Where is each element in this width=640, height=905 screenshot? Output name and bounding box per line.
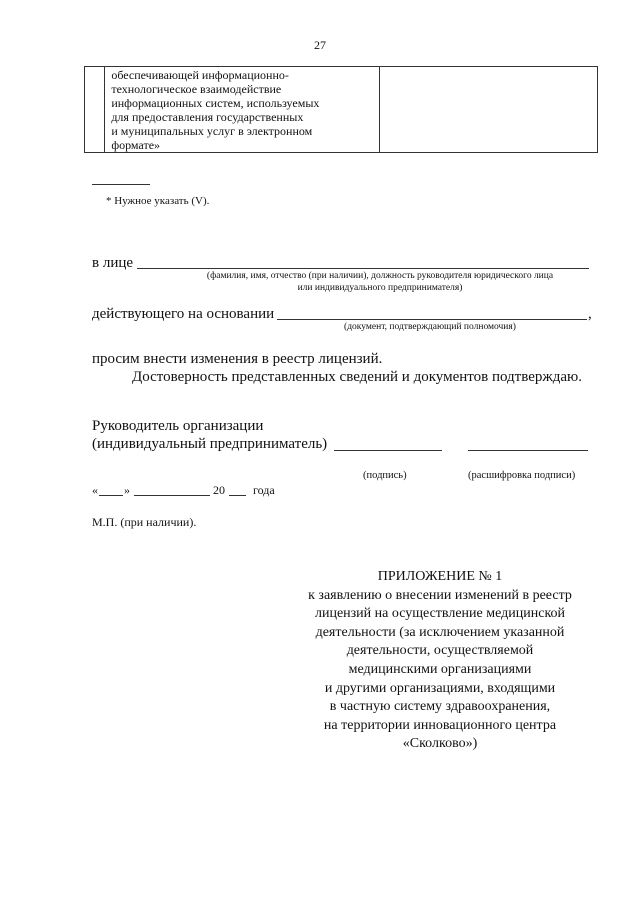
table-cell-mark — [380, 67, 598, 153]
basis-caption: (документ, подтверждающий полномочия) — [344, 322, 516, 332]
table-text-line: информационных систем, используемых — [111, 96, 320, 110]
appendix-line: деятельности (за исключением указанной — [315, 624, 565, 640]
footnote: * Нужное указать (V). — [106, 195, 210, 207]
representative-caption-1: (фамилия, имя, отчество (при наличии), должность руководителя юридического лица — [206, 271, 554, 281]
request-text: просим внести изменения в реестр лицензий. — [92, 351, 383, 367]
form-table — [84, 66, 598, 153]
stamp-note: М.П. (при наличии). — [92, 515, 197, 529]
date-close-quote: » — [124, 483, 130, 497]
date-year-field[interactable] — [229, 482, 246, 496]
date-open-quote: « — [92, 483, 98, 497]
table-text-line: и муниципальных услуг в электронном — [111, 124, 313, 138]
appendix-line: и другими организациями, входящими — [324, 680, 556, 696]
footnote-separator — [92, 184, 150, 185]
table-cell-number — [85, 67, 105, 153]
basis-comma: , — [588, 306, 592, 322]
appendix-line: на территории инновационного центра — [323, 717, 557, 733]
appendix-line: лицензий на осуществление медицинской — [314, 606, 566, 622]
signature-caption: (подпись) — [363, 470, 407, 481]
signer-line-2: (индивидуальный предприниматель) — [92, 436, 328, 452]
appendix-line: деятельности, осуществляемой — [346, 643, 534, 659]
date-year-prefix: 20 — [213, 483, 225, 497]
appendix-line: в частную систему здравоохранения, — [329, 699, 551, 715]
signature-field[interactable] — [334, 436, 442, 451]
representative-caption-2: или индивидуального предпринимателя) — [297, 283, 463, 293]
table-text-line: технологическое взаимодействие — [111, 82, 282, 96]
table-text-line: для предоставления государственных — [111, 110, 304, 124]
appendix-title: ПРИЛОЖЕНИЕ № 1 — [377, 569, 503, 584]
page-number: 27 — [314, 38, 326, 52]
appendix-line: «Сколково») — [402, 736, 478, 752]
date-year-suffix: года — [253, 483, 275, 497]
date-month-field[interactable] — [134, 482, 210, 496]
table-text-line: формате» — [111, 138, 161, 152]
signature-decode-field[interactable] — [468, 436, 588, 451]
signer-line-1: Руководитель организации — [92, 418, 264, 434]
confirm-text: Достоверность представленных сведений и документов подтверждаю. — [132, 369, 582, 385]
representative-field[interactable] — [137, 254, 589, 269]
appendix-block — [290, 568, 590, 754]
appendix-line: к заявлению о внесении изменений в реестр — [308, 587, 572, 603]
v-litse-label: в лице — [92, 255, 134, 271]
signature-decode-caption: (расшифровка подписи) — [468, 470, 576, 481]
appendix-line: медицинскими организациями — [348, 661, 532, 677]
table-text-line: обеспечивающей информационно- — [111, 68, 289, 82]
table-cell-text — [105, 67, 380, 153]
basis-document-field[interactable] — [277, 305, 587, 320]
basis-label: действующего на основании — [92, 306, 275, 322]
date-day-field[interactable] — [99, 482, 123, 496]
